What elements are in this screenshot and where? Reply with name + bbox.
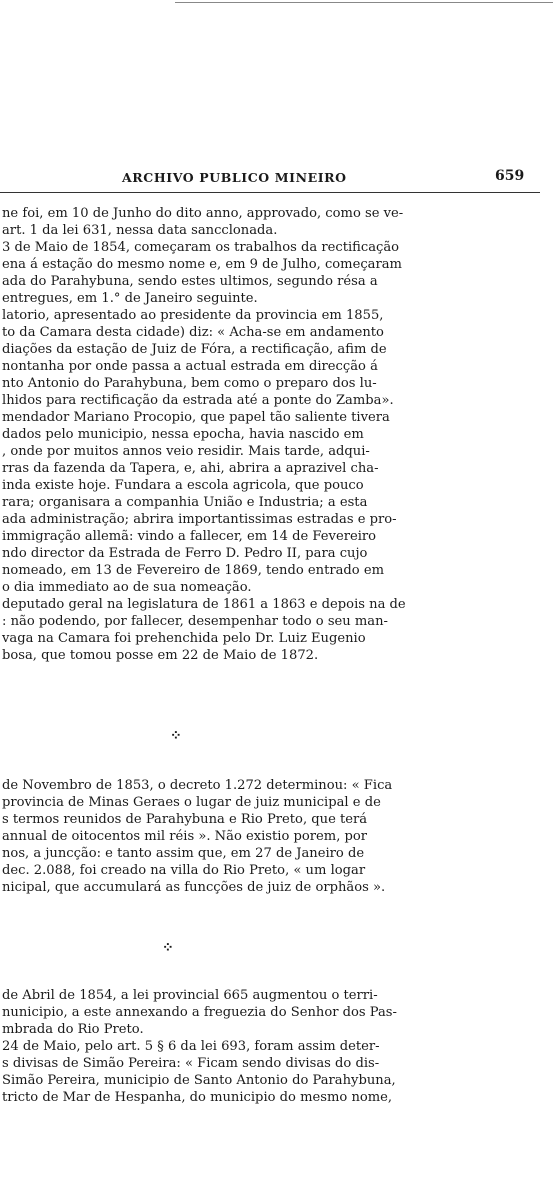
text-line: annual de oitocentos mil réis ». Não existio porem, por xyxy=(2,829,368,844)
text-line: diações da estação de Juiz de Fóra, a rectificação, afim de xyxy=(2,342,387,357)
paragraph-section-3 xyxy=(0,987,553,1106)
text-line: nicipal, que accumulará as funcções de juiz de orphãos ». xyxy=(2,880,386,895)
text-line: ada administração; abrira importantissimas estradas e pro- xyxy=(2,512,397,527)
section-divider-2: ⁘ xyxy=(162,940,173,956)
text-line: rara; organisara a companhia União e Industria; a esta xyxy=(2,495,368,510)
text-line: mbrada do Rio Preto. xyxy=(2,1022,144,1037)
text-line: s termos reunidos de Parahybuna e Rio Preto, que terá xyxy=(2,812,368,827)
text-line: ndo director da Estrada de Ferro D. Pedro II, para cujo xyxy=(2,546,368,561)
text-line: 24 de Maio, pelo art. 5 § 6 da lei 693, foram assim deter- xyxy=(2,1039,380,1054)
text-line: de Abril de 1854, a lei provincial 665 augmentou o terri- xyxy=(2,988,378,1003)
text-line: to da Camara desta cidade) diz: « Acha-se em andamento xyxy=(2,325,384,340)
text-line: deputado geral na legislatura de 1861 a 1863 e depois na de xyxy=(2,597,406,612)
text-line: nomeado, em 13 de Fevereiro de 1869, tendo entrado em xyxy=(2,563,384,578)
header-rule xyxy=(0,192,540,193)
text-line: latorio, apresentado ao presidente da provincia em 1855, xyxy=(2,308,384,323)
top-edge-rule xyxy=(175,2,553,3)
text-line: Simão Pereira, municipio de Santo Antonio do Parahybuna, xyxy=(2,1073,396,1088)
text-line: inda existe hoje. Fundara a escola agricola, que pouco xyxy=(2,478,364,493)
text-line: art. 1 da lei 631, nessa data sancclonada. xyxy=(2,223,278,238)
text-line: mendador Mariano Procopio, que papel tão saliente tivera xyxy=(2,410,390,425)
text-line: ne foi, em 10 de Junho do dito anno, approvado, como se ve- xyxy=(2,206,404,221)
text-line: nos, a juncção: e tanto assim que, em 27 de Janeiro de xyxy=(2,846,365,861)
page-header xyxy=(0,166,553,190)
text-line: dados pelo municipio, nessa epocha, havia nascido em xyxy=(2,427,364,442)
text-line: ena á estação do mesmo nome e, em 9 de Julho, começaram xyxy=(2,257,402,272)
running-head: ARCHIVO PUBLICO MINEIRO xyxy=(122,170,347,185)
paragraph-section-1 xyxy=(0,205,553,664)
text-line: lhidos para rectificação da estrada até a ponte do Zamba». xyxy=(2,393,394,408)
text-line: entregues, em 1.° de Janeiro seguinte. xyxy=(2,291,258,306)
text-line: o dia immediato ao de sua nomeação. xyxy=(2,580,252,595)
text-line: de Novembro de 1853, o decreto 1.272 determinou: « Fica xyxy=(2,778,393,793)
text-line: provincia de Minas Geraes o lugar de juiz municipal e de xyxy=(2,795,381,810)
text-line: s divisas de Simão Pereira: « Ficam sendo divisas do dis- xyxy=(2,1056,380,1071)
text-line: dec. 2.088, foi creado na villa do Rio Preto, « um logar xyxy=(2,863,366,878)
page-number: 659 xyxy=(495,168,525,184)
text-line: : não podendo, por fallecer, desempenhar todo o seu man- xyxy=(2,614,388,629)
paragraph-section-2 xyxy=(0,777,553,896)
text-line: nontanha por onde passa a actual estrada em direcção á xyxy=(2,359,378,374)
text-line: vaga na Camara foi prehenchida pelo Dr. Luiz Eugenio xyxy=(2,631,366,646)
text-line: nunicipio, a este annexando a freguezia do Senhor dos Pas- xyxy=(2,1005,397,1020)
section-divider-1: ⁘ xyxy=(170,728,181,744)
text-line: ada do Parahybuna, sendo estes ultimos, segundo résa a xyxy=(2,274,378,289)
text-line: nto Antonio do Parahybuna, bem como o preparo dos lu- xyxy=(2,376,377,391)
text-line: rras da fazenda da Tapera, e, ahi, abrira a aprazivel cha- xyxy=(2,461,379,476)
text-line: immigração allemã: vindo a fallecer, em 14 de Fevereiro xyxy=(2,529,377,544)
text-line: , onde por muitos annos veio residir. Mais tarde, adqui- xyxy=(2,444,370,459)
text-line: bosa, que tomou posse em 22 de Maio de 1872. xyxy=(2,648,319,663)
text-line: 3 de Maio de 1854, começaram os trabalhos da rectificação xyxy=(2,240,400,255)
text-line: tricto de Mar de Hespanha, do municipio do mesmo nome, xyxy=(2,1090,393,1105)
